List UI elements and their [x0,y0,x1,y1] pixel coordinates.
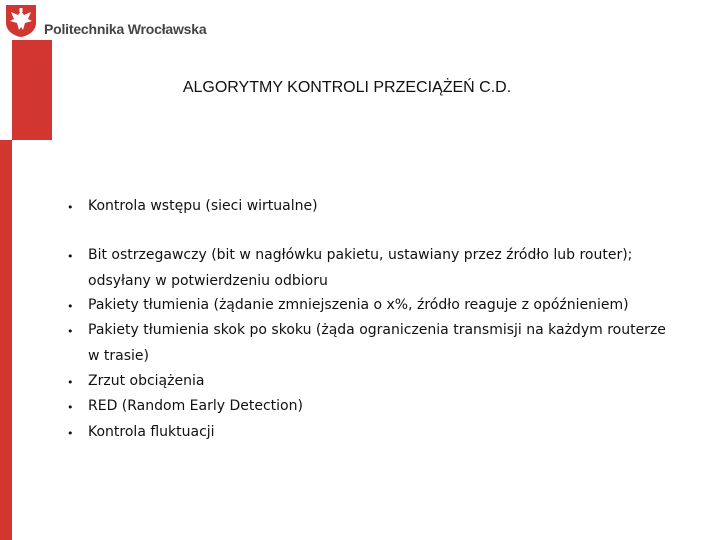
list-item-continuation: w trasie) [88,348,149,364]
bullet-dot: • [67,325,74,338]
bullet-dot: • [67,250,74,263]
list-item: Kontrola wstępu (sieci wirtualne) [88,198,318,214]
list-item: Pakiety tłumienia (żądanie zmniejszenia o x%, źródło reaguje z opóźnieniem) [88,297,629,313]
bullet-dot: • [67,376,74,389]
bullet-dot: • [67,300,74,313]
list-item: Bit ostrzegawczy (bit w nagłówku pakietu, ustawiany przez źródło lub router); [88,247,633,263]
bullet-dot: • [67,427,74,440]
list-item: RED (Random Early Detection) [88,398,303,414]
slide-title: ALGORYTMY KONTROLI PRZECIĄŻEŃ C.D. [182,79,512,96]
list-item-continuation: odsyłany w potwierdzeniu odbioru [88,273,328,289]
list-item: Pakiety tłumienia skok po skoku (żąda ograniczenia transmisji na każdym routerze [88,322,666,338]
bullet-dot: • [67,401,74,414]
bullet-dot: • [67,201,74,214]
list-item: Zrzut obciążenia [88,373,205,389]
list-item: Kontrola fluktuacji [88,424,215,440]
brand-name: Politechnika Wrocławska [44,21,207,37]
